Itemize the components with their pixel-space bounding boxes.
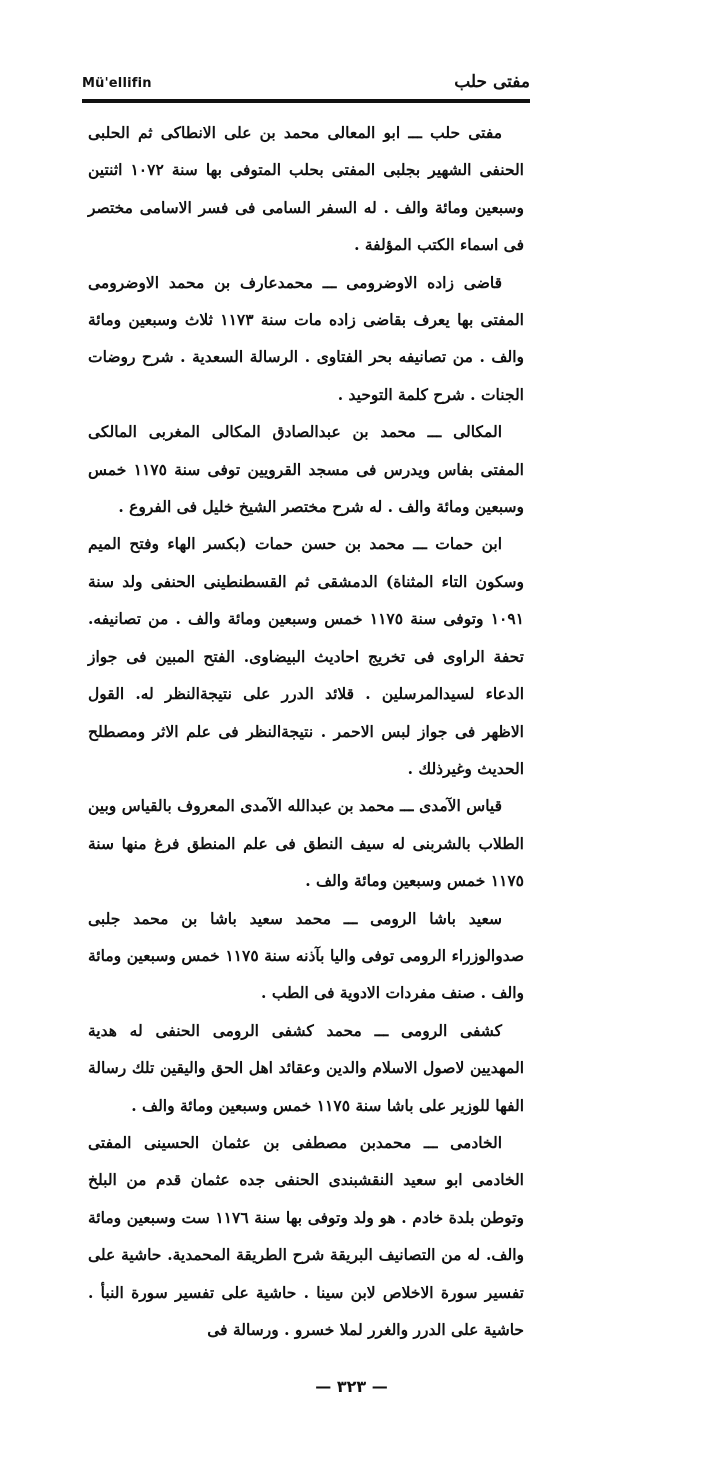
entry-qiyas-al-amidi: قياس الآمدى ـــ محمد بن عبدالله الآمدى المعروف بالقياس وبين الطلاب بالشربنى له سيف النطق فى علم المنطق فرغ منها سنة ١١٧٥ خمس وسبعين ومائة والف . [88, 796, 524, 891]
header-rule [82, 99, 530, 103]
entry-al-khadimi: الخادمى ـــ محمدبن مصطفى بن عثمان الحسينى المفتى الخادمى ابو سعيد النقشبندى الحنفى جده عثمان قدم من البلخ وتوطن بلدة خادم . هو ولد وتوفى بها سنة ١١٧٦ ست وسبعين ومائة والف. له من التصانيف البريقة شرح الطريقة المحمدية. حاشية على تفسير سورة الاخلاص لابن سينا . حاشية على تفسير سورة النبأ . حاشية على الدرر والغرر لملا خسرو . ورسالة فى [88, 1132, 524, 1339]
page-number: — ٣٢٣ — [315, 1377, 388, 1396]
entry-said-pasha: سعيد باشا الرومى ـــ محمد سعيد باشا بن محمد جلبى صدوالوزراء الرومى توفى واليا بآذنه سنة ١١٧٥ خمس وسبعين ومائة والف . صنف مفردات الادوية فى الطب . [88, 908, 525, 1003]
entry-al-makkali: المكالى ـــ محمد بن عبدالصادق المكالى المغربى المالكى المفتى بفاس ويدرس فى مسجد القرويين توفى سنة ١١٧٥ خمس وسبعين ومائة والف . له شرح مختصر الشيخ خليل فى الفروع . [88, 422, 524, 517]
main-text [88, 114, 524, 1348]
entry-kashfi-al-rumi: كشفى الرومى ـــ محمد كشفى الرومى الحنفى له هدية المهديين لاصول الاسلام والدين وعقائد اهل الحق واليقين تلك رسالة الفها للوزير على باشا سنة ١١٧٥ خمس وسبعين ومائة والف . [88, 1020, 524, 1115]
entry-ibn-hamat: ابن حمات ـــ محمد بن حسن حمات (بكسر الهاء وفتح الميم وسكون التاء المثناة) الدمشقى ثم القسطنطينى الحنفى ولد سنة ١٠٩١ وتوفى سنة ١١٧٥ خمس وسبعين ومائة والف . من تصانيفه. تحفة الراوى فى تخريج احاديث البيضاوى. الفتح المبين فى جواز الدعاء لسيدالمرسلين . قلائد الدرر على نتيجةالنظر له. القول الاظهر فى جواز لبس الاحمر . نتيجةالنظر فى علم الاثر ومصطلح الحديث وغيرذلك . [88, 534, 524, 778]
entry-qadi-zadeh: قاضى زاده الاوضرومى ـــ محمدعارف بن محمد الاوضرومى المفتى بها يعرف بقاضى زاده مات سنة ١١٧٣ ثلاث وسبعين ومائة والف . من تصانيفه بحر الفتاوى . الرسالة السعدية . شرح روضات الجنات . شرح كلمة التوحيد . [88, 272, 524, 404]
header-book-title: Mü'ellifin [82, 76, 152, 91]
entry-mufti-halab: مفتى حلب ـــ ابو المعالى محمد بن على الانطاكى ثم الحلبى الحنفى الشهير بجلبى المفتى بحلب المتوفى بها سنة ١٠٧٢ اثنتين وسبعين ومائة والف . له السفر السامى فى فسر الاسامى مختصر فى اسماء الكتب المؤلفة . [88, 123, 524, 255]
header-entry-title: مفتى حلب [454, 72, 530, 92]
